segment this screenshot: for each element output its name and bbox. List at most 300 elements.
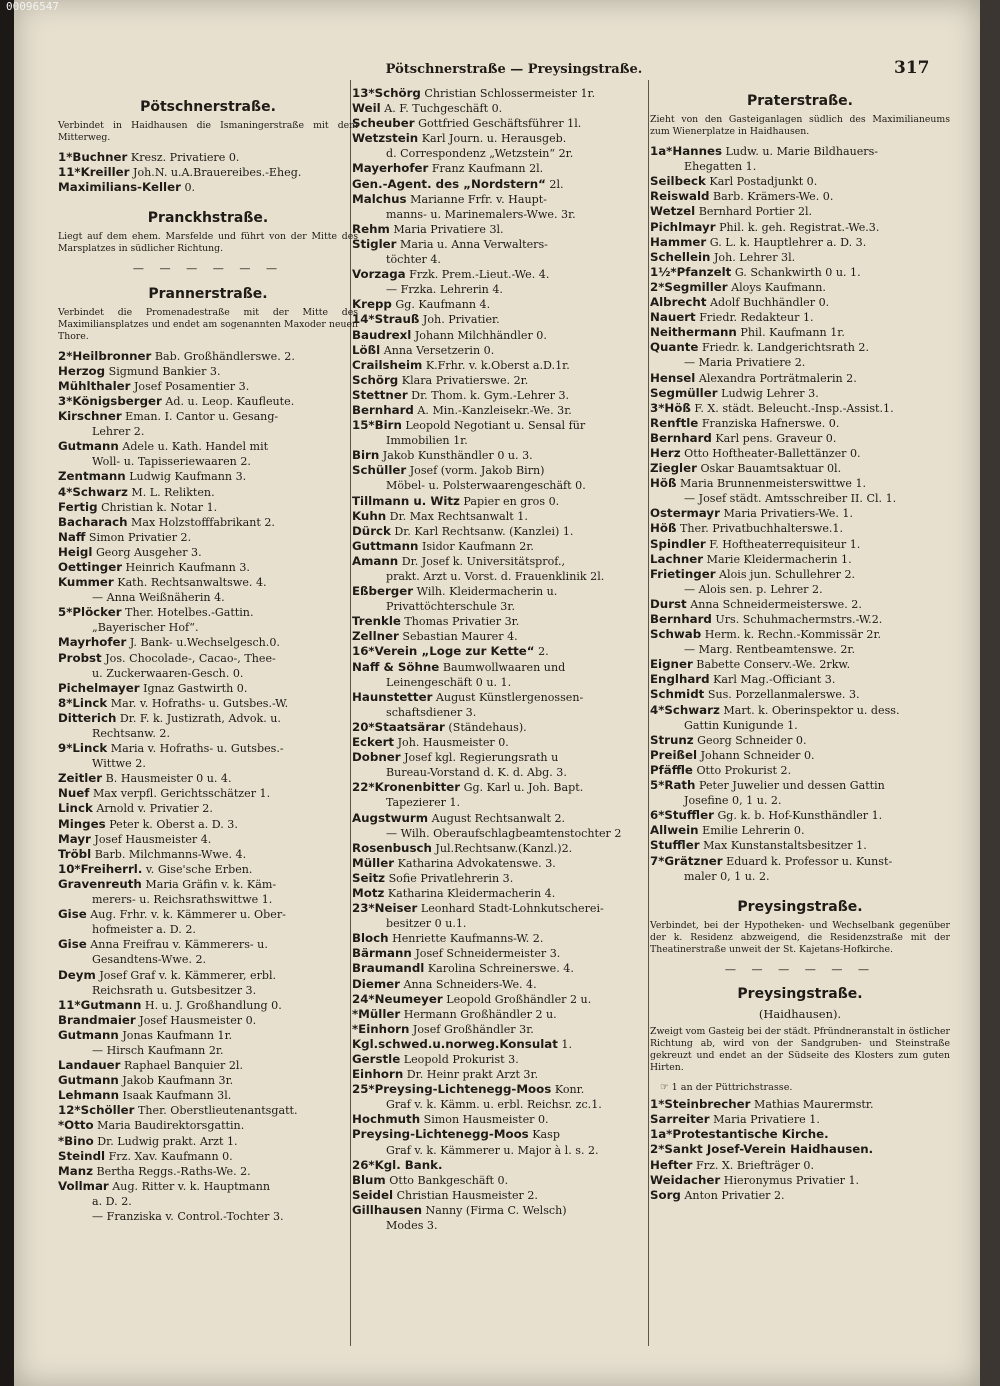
resident-name: 23*Neiser — [352, 901, 418, 916]
directory-entry — [58, 786, 358, 801]
entry-details: Josef Hausmeister 0. — [139, 1013, 257, 1027]
column-2 — [352, 86, 658, 1233]
resident-name: Eigner — [650, 657, 693, 672]
resident-name: Mayrhofer — [58, 635, 127, 650]
directory-entry — [352, 161, 658, 176]
directory-entry — [650, 733, 950, 748]
entry-details: Anna Versetzerin 0. — [383, 343, 495, 357]
directory-entry — [650, 204, 950, 219]
resident-name: Rosenbusch — [352, 840, 432, 855]
directory-entry — [58, 1194, 358, 1209]
entry-details: H. u. J. Großhandlung 0. — [144, 998, 282, 1012]
entry-details: Joh. Lehrer 3l. — [713, 250, 796, 264]
resident-name: Mayerhofer — [352, 161, 429, 176]
entry-details: Josef Posamentier 3. — [133, 379, 250, 393]
directory-entry — [650, 869, 950, 884]
entry-details: — Hirsch Kaufmann 2r. — [92, 1043, 224, 1057]
resident-name: Birn — [352, 448, 380, 463]
resident-name: Ziegler — [650, 461, 697, 476]
directory-entry — [58, 1058, 358, 1073]
resident-name: Vollmar — [58, 1178, 109, 1193]
entry-details: Gottfried Geschäftsführer 1l. — [418, 117, 582, 131]
directory-entry — [352, 735, 658, 750]
resident-name: Englhard — [650, 672, 710, 687]
entry-details: Urs. Schuhmachermstrs.-W.2. — [715, 613, 883, 626]
directory-entry — [650, 1142, 950, 1157]
directory-entry — [58, 469, 358, 484]
directory-entry — [58, 349, 358, 364]
entry-details: Raphael Banquier 2l. — [124, 1059, 243, 1073]
directory-entry — [58, 1209, 358, 1224]
entry-details: d. Correspondenz „Wetzstein“ 2r. — [386, 147, 574, 161]
directory-entry — [650, 446, 950, 461]
entry-details: Graf v. k. Kämm. u. erbl. Reichsr. zc.1. — [386, 1098, 602, 1112]
resident-name: 8*Linck — [58, 695, 108, 710]
entry-details: Papier en gros 0. — [463, 494, 560, 508]
entry-details: Katharina Advokatenswe. 3. — [397, 856, 556, 870]
directory-entry — [650, 627, 950, 642]
scan-id: 00096547 — [6, 0, 59, 13]
resident-name: Gutmann — [58, 1027, 119, 1042]
directory-entry — [352, 1082, 658, 1097]
entry-details: Jakob Kaufmann 3r. — [122, 1074, 234, 1088]
directory-entry — [352, 886, 658, 901]
resident-name: 9*Linck — [58, 741, 108, 756]
entry-details: Christian Schlossermeister 1r. — [424, 87, 596, 100]
entry-details: Dr. Heinr prakt Arzt 3r. — [406, 1068, 539, 1082]
entry-details: 0. — [184, 181, 196, 195]
resident-name: Linck — [58, 801, 93, 816]
resident-name: Crailsheim — [352, 357, 423, 372]
directory-entry — [650, 371, 950, 386]
directory-entry — [650, 672, 950, 687]
entry-details: Maria Baudirektorsgattin. — [97, 1119, 245, 1133]
directory-entry — [58, 165, 358, 180]
entry-details: Maria Gräfin v. k. Käm- — [145, 877, 277, 891]
entry-details: Max verpfl. Gerichtsschätzer 1. — [92, 787, 271, 801]
entry-details: Franziska Hafnerswe. 0. — [701, 416, 840, 430]
entry-details: G. L. k. Hauptlehrer a. D. 3. — [709, 235, 867, 249]
resident-name: Kummer — [58, 575, 114, 590]
directory-entry — [58, 696, 358, 711]
entry-details: Isidor Kaufmann 2r. — [421, 539, 534, 553]
directory-entry — [58, 394, 358, 409]
entry-details: Frz. Xav. Kaufmann 0. — [108, 1149, 233, 1163]
directory-entry — [58, 1179, 358, 1194]
entry-details: Herm. k. Rechn.-Kommissär 2r. — [704, 628, 882, 642]
directory-entry — [352, 1037, 658, 1052]
entry-details: Dr. Karl Rechtsanw. (Kanzlei) 1. — [394, 524, 574, 538]
resident-name: Eckert — [352, 735, 395, 750]
resident-name: Ostermayr — [650, 506, 720, 521]
directory-entry — [352, 267, 658, 282]
directory-entry — [650, 220, 950, 235]
directory-entry — [650, 461, 950, 476]
resident-name: Blum — [352, 1172, 386, 1187]
directory-entry — [58, 817, 358, 832]
directory-entry — [352, 252, 658, 267]
resident-name: Diemer — [352, 976, 400, 991]
resident-name: Höß — [650, 476, 677, 491]
resident-name: 1a*Hannes — [650, 144, 722, 159]
resident-name: Motz — [352, 885, 385, 900]
directory-entry — [58, 907, 358, 922]
directory-page — [14, 0, 980, 1386]
resident-name: Strunz — [650, 732, 694, 747]
entry-details: Ther. Privatbuchhalterswe.1. — [680, 522, 844, 536]
entry-details: manns- u. Marinemalers-Wwe. 3r. — [386, 207, 576, 221]
entry-list — [58, 349, 358, 1224]
entry-details: prakt. Arzt u. Vorst. d. Frauenklinik 2l. — [386, 570, 605, 583]
resident-name: Lehmann — [58, 1088, 119, 1103]
entry-details: Ther. Oberstlieutenantsgatt. — [138, 1104, 298, 1118]
directory-entry — [650, 325, 950, 340]
entry-details: Maria Privatiere 1. — [713, 1113, 820, 1127]
directory-entry — [58, 892, 358, 907]
entry-details: Modes 3. — [386, 1219, 438, 1233]
directory-entry — [352, 599, 658, 614]
directory-entry — [650, 718, 950, 733]
directory-entry — [352, 856, 658, 871]
resident-name: Dürck — [352, 523, 391, 538]
directory-entry — [352, 463, 658, 478]
directory-entry — [352, 826, 658, 841]
book-spine — [0, 0, 14, 1386]
entry-details: Karl Postadjunkt 0. — [709, 175, 818, 189]
entry-details: Sus. Porzellanmalerswe. 3. — [707, 688, 860, 702]
entry-details: Mar. v. Hofraths- u. Gutsbes.-W. — [110, 696, 289, 710]
directory-entry — [58, 726, 358, 741]
directory-entry — [58, 590, 358, 605]
entry-details: Dr. Thom. k. Gym.-Lehrer 3. — [411, 388, 570, 402]
resident-name: 25*Preysing-Lichtenegg-Moos — [352, 1082, 552, 1097]
resident-name: Stettner — [352, 387, 408, 402]
directory-entry — [352, 509, 658, 524]
directory-entry — [650, 144, 950, 159]
entry-details: Gg. Karl u. Joh. Bapt. — [463, 781, 584, 795]
entry-details: Reichsrath u. Gutsbesitzer 3. — [92, 983, 257, 997]
resident-name: 16*Verein „Loge zur Kette“ — [352, 644, 535, 659]
directory-entry — [58, 1134, 358, 1149]
entry-details: Leopold Negotiant u. Sensal für — [405, 419, 586, 433]
entry-details: Nanny (Firma C. Welsch) — [425, 1203, 567, 1217]
entry-details: (Ständehaus). — [448, 720, 527, 734]
resident-name: 1½*Pfanzelt — [650, 264, 732, 279]
resident-name: Höß — [650, 521, 677, 536]
entry-details: Leonhard Stadt-Lohnkutscherei- — [420, 902, 604, 916]
directory-entry — [58, 439, 358, 454]
street-heading: Prannerstraße. — [148, 285, 268, 302]
resident-name: Müller — [352, 855, 395, 870]
directory-entry — [58, 485, 358, 500]
entry-details: Sigmund Bankier 3. — [108, 364, 221, 378]
entry-details: K.Frhr. v. k.Oberst a.D.1r. — [425, 358, 570, 372]
entry-details: Leopold Großhändler 2 u. — [446, 992, 592, 1006]
directory-entry — [58, 1013, 358, 1028]
entry-details: Ludwig Kaufmann 3. — [129, 470, 247, 484]
directory-entry — [352, 614, 658, 629]
resident-name: Bernhard — [650, 430, 712, 445]
entry-details: Frz. X. Briefträger 0. — [696, 1158, 814, 1172]
entry-details: Sebastian Maurer 4. — [402, 630, 518, 644]
entry-details: Arnold v. Privatier 2. — [96, 802, 213, 816]
resident-name: Hochmuth — [352, 1112, 421, 1127]
resident-name: Amann — [352, 553, 399, 568]
resident-name: 5*Rath — [650, 778, 696, 793]
resident-name: 4*Schwarz — [650, 702, 720, 717]
directory-entry — [650, 582, 950, 597]
directory-entry — [650, 159, 950, 174]
entry-details: Josef (vorm. Jakob Birn) — [409, 464, 545, 478]
directory-entry — [352, 177, 658, 192]
entry-details: Friedr. k. Landgerichtsrath 2. — [701, 341, 869, 355]
entry-details: J. Bank- u.Wechselgesch.0. — [129, 636, 280, 650]
entry-details: Wilh. Kleidermacherin u. — [416, 585, 558, 599]
entry-details: Woll- u. Tapisseriewaaren 2. — [92, 455, 251, 469]
directory-entry — [352, 916, 658, 931]
resident-name: 13*Schörg — [352, 86, 421, 100]
directory-entry — [650, 189, 950, 204]
entry-details: Josef kgl. Regierungsrath u — [404, 751, 559, 765]
directory-entry — [650, 340, 950, 355]
resident-name: Kirschner — [58, 409, 122, 424]
resident-name: Allwein — [650, 823, 699, 838]
entry-details: Otto Hoftheater-Ballettänzer 0. — [684, 446, 861, 460]
cross-reference-note: ☞ 1 an der Püttrichstrasse. — [660, 1082, 793, 1094]
directory-entry — [352, 629, 658, 644]
resident-name: Steindl — [58, 1148, 106, 1163]
entry-details: töchter 4. — [386, 253, 441, 267]
section-divider: — — — — — — — [132, 262, 284, 276]
entry-details: Leinengeschäft 0 u. 1. — [386, 675, 512, 689]
directory-entry — [58, 968, 358, 983]
entry-details: Dr. Max Rechtsanwalt 1. — [389, 509, 528, 523]
resident-name: 1*Steinbrecher — [650, 1097, 751, 1112]
resident-name: Schmidt — [650, 687, 705, 702]
resident-name: Renftle — [650, 415, 699, 430]
entry-details: Phil. Kaufmann 1r. — [740, 326, 845, 340]
entry-details: Joh. Privatier. — [422, 313, 500, 327]
resident-name: Augstwurm — [352, 810, 429, 825]
directory-entry — [352, 644, 658, 659]
resident-name: *Otto — [58, 1118, 94, 1133]
entry-details: Kath. Rechtsanwaltswe. 4. — [117, 576, 267, 590]
entry-details: Jakob Kunsthändler 0 u. 3. — [382, 449, 533, 463]
entry-details: Privattöchterschule 3r. — [386, 600, 515, 614]
entry-details: hofmeister a. D. 2. — [92, 923, 196, 937]
resident-name: 22*Kronenbitter — [352, 780, 461, 795]
resident-name: Neithermann — [650, 325, 737, 340]
directory-entry — [650, 174, 950, 189]
entry-details: A. Min.-Kanzleisekr.-We. 3r. — [417, 403, 572, 417]
directory-entry — [58, 847, 358, 862]
resident-name: Gutmann — [58, 1073, 119, 1088]
directory-entry — [58, 364, 358, 379]
directory-entry — [650, 506, 950, 521]
resident-name: Frietinger — [650, 566, 716, 581]
directory-entry — [58, 832, 358, 847]
entry-details: Ther. Hotelbes.-Gattin. — [125, 606, 254, 620]
directory-entry — [650, 1127, 950, 1142]
entry-details: Eman. I. Cantor u. Gesang- — [125, 410, 279, 424]
entry-details: Joh. Hausmeister 0. — [397, 736, 509, 750]
resident-name: Gravenreuth — [58, 876, 142, 891]
directory-entry — [650, 235, 950, 250]
directory-entry — [58, 150, 358, 165]
directory-entry — [352, 1022, 658, 1037]
resident-name: 14*Strauß — [352, 312, 420, 327]
resident-name: Bärmann — [352, 946, 412, 961]
resident-name: 1a*Protestantische Kirche. — [650, 1127, 829, 1142]
entry-details: Georg Schneider 0. — [697, 733, 807, 747]
resident-name: Nuef — [58, 786, 90, 801]
entry-details: v. Gise'sche Erben. — [145, 862, 253, 876]
resident-name: *Bino — [58, 1133, 94, 1148]
street-description: Verbindet die Promenadestraße mit der Mitte des Maximiliansplatzes und endet am sogenannten Maxoder neuen Thore. — [58, 306, 358, 342]
entry-details: Isaak Kaufmann 3l. — [122, 1089, 232, 1103]
directory-entry — [352, 584, 658, 599]
directory-entry — [352, 388, 658, 403]
entry-details: Aug. Frhr. v. k. Kämmerer u. Ober- — [90, 908, 286, 922]
page-number: 317 — [894, 58, 930, 78]
directory-entry — [650, 310, 950, 325]
directory-entry — [58, 500, 358, 515]
directory-entry — [352, 795, 658, 810]
section-divider: — — — — — — — [724, 962, 876, 976]
resident-name: Scheuber — [352, 116, 415, 131]
resident-name: 11*Kreiller — [58, 165, 130, 180]
directory-entry — [58, 545, 358, 560]
entry-details: Thomas Privatier 3r. — [404, 615, 520, 629]
column-1 — [58, 92, 358, 1224]
resident-name: Bernhard — [650, 612, 712, 626]
entry-details: Bureau-Vorstand d. K. d. Abg. 3. — [386, 766, 567, 780]
street-description: Verbindet in Haidhausen die Ismaningerstraße mit dem Mitterweg. — [58, 120, 358, 144]
directory-entry — [352, 222, 658, 237]
resident-name: Ditterich — [58, 710, 117, 725]
directory-entry — [650, 1097, 950, 1112]
resident-name: Braumandl — [352, 961, 425, 976]
directory-entry — [650, 552, 950, 567]
directory-entry — [352, 1143, 658, 1158]
resident-name: Deym — [58, 967, 96, 982]
resident-name: 26*Kgl. Bank. — [352, 1157, 443, 1172]
resident-name: Seidel — [352, 1187, 394, 1202]
entry-details: Peter k. Oberst a. D. 3. — [109, 817, 238, 831]
directory-entry — [352, 977, 658, 992]
directory-entry — [352, 1067, 658, 1082]
running-head: Pötschnerstraße — Preysingstraße. — [385, 62, 643, 77]
directory-entry — [58, 998, 358, 1013]
directory-entry — [650, 854, 950, 869]
directory-entry — [352, 1127, 658, 1142]
directory-entry — [58, 922, 358, 937]
entry-details: Lehrer 2. — [92, 425, 145, 439]
entry-details: Kasp — [532, 1128, 560, 1142]
resident-name: Gise — [58, 907, 87, 922]
resident-name: Wetzel — [650, 204, 696, 219]
resident-name: 3*Königsberger — [58, 393, 162, 408]
entry-details: schaftsdiener 3. — [386, 705, 477, 719]
resident-name: Segmüller — [650, 385, 718, 400]
entry-details: Heinrich Kaufmann 3. — [125, 560, 250, 574]
entry-details: Möbel- u. Polsterwaarengeschäft 0. — [386, 479, 586, 493]
entry-details: Aloys Kaufmann. — [731, 280, 826, 294]
entry-details: Aug. Ritter v. k. Hauptmann — [112, 1179, 270, 1193]
entry-details: Oskar Bauamtsaktuar 0l. — [700, 462, 842, 476]
street-description: Zweigt vom Gasteig bei der städt. Pfründneranstalt in östlicher Richtung ab, wird von der Sandgruben- und Steinstraße gekreuzt und endet an der Südseite des Klosters zum guten Hirten. — [650, 1026, 950, 1074]
resident-name: Brandmaier — [58, 1012, 136, 1027]
entry-details: Josef Hausmeister 4. — [94, 832, 212, 846]
resident-name: Hefter — [650, 1157, 693, 1172]
directory-entry — [58, 937, 358, 952]
directory-entry — [650, 612, 950, 627]
resident-name: Hammer — [650, 234, 707, 249]
entry-details: Immobilien 1r. — [386, 434, 468, 448]
entry-details: — Frzka. Lehrerin 4. — [386, 283, 503, 297]
resident-name: Lachner — [650, 551, 704, 566]
directory-entry — [352, 931, 658, 946]
directory-entry — [352, 720, 658, 735]
entry-details: Anna Schneidermeisterswe. 2. — [690, 597, 862, 611]
resident-name: 11*Gutmann — [58, 997, 142, 1012]
directory-entry — [58, 424, 358, 439]
column-3 — [650, 86, 950, 1203]
page-edge — [980, 0, 1000, 1386]
resident-name: Pfäffle — [650, 762, 693, 777]
directory-entry — [58, 515, 358, 530]
resident-name: Vorzaga — [352, 267, 406, 282]
entry-details: Baumwollwaaren und — [442, 660, 566, 674]
directory-entry — [352, 494, 658, 509]
street-heading: Pranckhstraße. — [147, 210, 269, 227]
entry-details: Hermann Großhändler 2 u. — [403, 1007, 557, 1021]
entry-details: Rechtsanw. 2. — [92, 727, 171, 740]
directory-entry — [352, 343, 658, 358]
entry-details: Friedr. Redakteur 1. — [699, 311, 814, 325]
directory-entry — [58, 180, 358, 195]
entry-details: Hieronymus Privatier 1. — [723, 1173, 860, 1187]
resident-name: 24*Neumeyer — [352, 991, 443, 1006]
entry-details: Gattin Kunigunde 1. — [684, 718, 798, 732]
directory-entry — [650, 295, 950, 310]
directory-entry — [650, 763, 950, 778]
directory-entry — [352, 1052, 658, 1067]
entry-details: Josef Schneidermeister 3. — [415, 947, 561, 961]
entry-details: Ehegatten 1. — [684, 160, 757, 174]
entry-details: Graf v. k. Kämmerer u. Major à l. s. 2. — [386, 1143, 599, 1157]
resident-name: Gillhausen — [352, 1202, 422, 1217]
resident-name: 2*Sankt Josef-Verein Haidhausen. — [650, 1142, 874, 1157]
directory-entry — [352, 1007, 658, 1022]
directory-entry — [352, 675, 658, 690]
resident-name: Landauer — [58, 1058, 121, 1073]
resident-name: Stigler — [352, 236, 397, 251]
entry-details: August Rechtsanwalt 2. — [431, 811, 566, 825]
directory-entry — [352, 86, 658, 101]
entry-details: Gg. Kaufmann 4. — [395, 298, 491, 312]
resident-name: 10*Freiherrl. — [58, 861, 143, 876]
entry-details: Marie Kleidermacherin 1. — [706, 552, 852, 566]
entry-details: Jos. Chocolade-, Cacao-, Thee- — [105, 651, 276, 665]
resident-name: Minges — [58, 816, 106, 831]
directory-entry — [650, 250, 950, 265]
resident-name: Wetzstein — [352, 131, 419, 146]
entry-details: Maria Brunnenmeisterswittwe 1. — [680, 477, 867, 491]
directory-entry — [352, 901, 658, 916]
directory-entry — [650, 838, 950, 853]
entry-details: Adolf Buchhändler 0. — [710, 296, 830, 310]
